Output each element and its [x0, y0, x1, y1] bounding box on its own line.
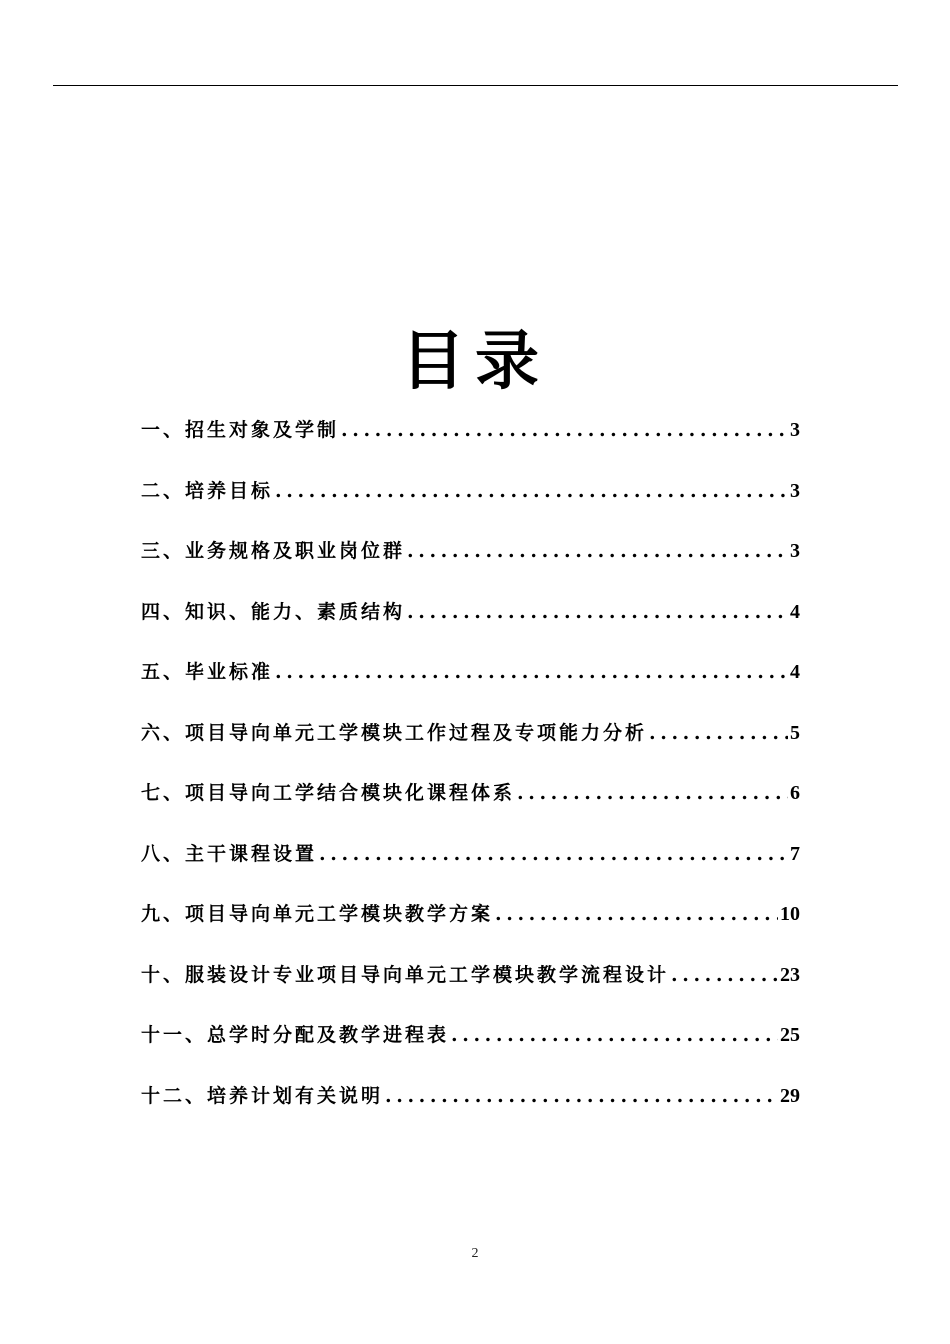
toc-dot-leader	[341, 418, 788, 442]
page-title: 目录	[401, 325, 549, 399]
toc-item-label: 十二、培养计划有关说明	[141, 1084, 384, 1107]
toc-item-label: 七、项目导向工学结合模块化课程体系	[141, 782, 516, 805]
toc-item[interactable]	[141, 582, 800, 643]
toc-item-page: 5	[790, 721, 800, 744]
toc-item-label: 九、项目导向单元工学模块教学方案	[141, 903, 494, 926]
toc-entry[interactable]	[141, 781, 800, 805]
toc-item[interactable]	[141, 400, 800, 461]
page-number: 2	[471, 1246, 479, 1261]
toc-item-label: 一、招生对象及学制	[141, 419, 340, 442]
toc-entry[interactable]	[141, 1023, 800, 1047]
toc-entry[interactable]	[141, 842, 800, 866]
toc-item-page: 25	[780, 1024, 800, 1047]
toc-dot-leader	[275, 479, 788, 503]
toc-item-label: 三、业务规格及职业岗位群	[141, 540, 406, 563]
toc-dot-leader	[319, 842, 788, 866]
toc-item[interactable]	[141, 884, 800, 945]
toc-entry[interactable]	[141, 539, 800, 563]
toc-dot-leader	[649, 721, 788, 745]
toc-dot-leader	[385, 1084, 778, 1108]
toc-dot-leader	[407, 539, 788, 563]
toc-item-page: 6	[790, 782, 800, 805]
toc-dot-leader	[517, 781, 788, 805]
toc-item[interactable]	[141, 703, 800, 764]
toc-item-label: 十、服装设计专业项目导向单元工学模块教学流程设计	[141, 963, 670, 986]
toc-item[interactable]	[141, 763, 800, 824]
toc-item-page: 4	[790, 600, 800, 623]
toc-entry[interactable]	[141, 660, 800, 684]
toc-dot-leader	[671, 963, 778, 987]
toc-item-label: 五、毕业标准	[141, 661, 274, 684]
toc-item[interactable]	[141, 824, 800, 885]
toc-dot-leader	[407, 600, 788, 624]
toc-entry[interactable]	[141, 963, 800, 987]
toc-item[interactable]	[141, 1005, 800, 1066]
toc-entry[interactable]	[141, 600, 800, 624]
toc-entry[interactable]	[141, 902, 800, 926]
header-rule	[53, 85, 898, 86]
toc-item-page: 7	[790, 842, 800, 865]
toc-item-page: 3	[790, 540, 800, 563]
toc-entry[interactable]	[141, 418, 800, 442]
toc-item-page: 23	[780, 963, 800, 986]
toc-dot-leader	[451, 1023, 778, 1047]
toc-item[interactable]	[141, 461, 800, 522]
toc-item-page: 3	[790, 479, 800, 502]
toc-entry[interactable]	[141, 1084, 800, 1108]
toc-item-page: 10	[780, 903, 800, 926]
toc-item-page: 4	[790, 661, 800, 684]
toc-entry[interactable]	[141, 479, 800, 503]
toc-dot-leader	[275, 660, 788, 684]
toc-item[interactable]	[141, 1066, 800, 1127]
toc-item-label: 十一、总学时分配及教学进程表	[141, 1024, 450, 1047]
toc-item-label: 四、知识、能力、素质结构	[141, 600, 406, 623]
toc-item[interactable]	[141, 642, 800, 703]
toc-item-label: 八、主干课程设置	[141, 842, 318, 865]
table-of-contents	[141, 400, 800, 1126]
toc-item[interactable]	[141, 945, 800, 1006]
toc-item-label: 二、培养目标	[141, 479, 274, 502]
toc-dot-leader	[495, 902, 778, 926]
toc-item[interactable]	[141, 521, 800, 582]
toc-item-page: 3	[790, 419, 800, 442]
toc-item-page: 29	[780, 1084, 800, 1107]
toc-entry[interactable]	[141, 721, 800, 745]
toc-item-label: 六、项目导向单元工学模块工作过程及专项能力分析	[141, 721, 648, 744]
